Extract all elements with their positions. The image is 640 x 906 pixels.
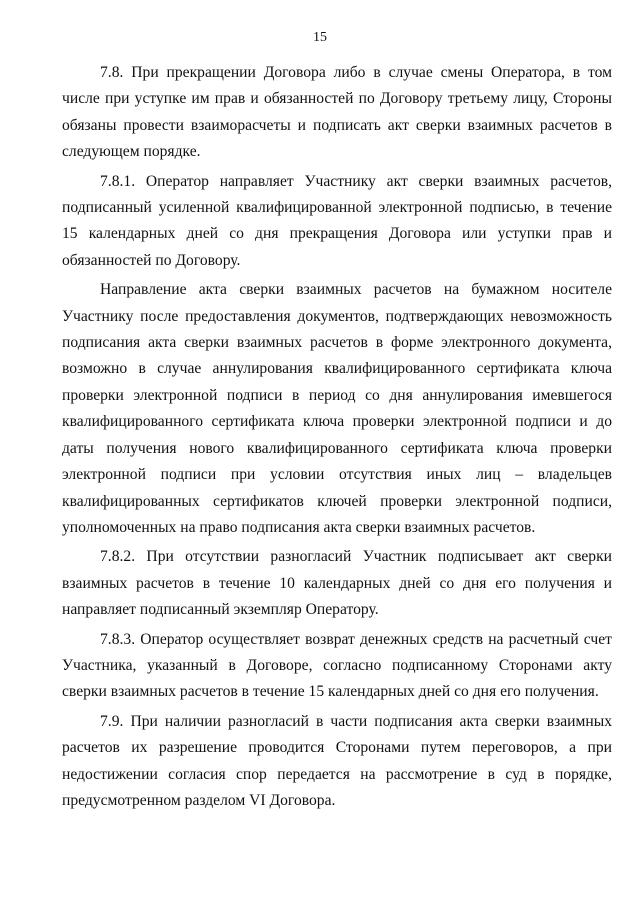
paragraph-7-8-1: 7.8.1. Оператор направляет Участнику акт сверки взаимных расчетов, подписанный усиленной квалифицированной электронной подписью, в течение 15 календарных дней со дня прекращения Договора или уступки прав и обязанностей по Договору. xyxy=(62,172,612,269)
document-body xyxy=(62,60,612,817)
paragraph-7-8-3: 7.8.3. Оператор осуществляет возврат денежных средств на расчетный счет Участника, указанный в Договоре, согласно подписанному Сторонами акту сверки взаимных расчетов в течение 15 календарных дней со дня его получения. xyxy=(62,630,612,701)
paragraph-paper-act: Направление акта сверки взаимных расчетов на бумажном носителе Участнику после предоставления документов, подтверждающих невозможность подписания акта сверки взаимных расчетов в форме электронного документа, возможно в случае аннулирования квалифицированного сертификата ключа проверки электронной подписи в период со дня аннулирования имевшегося квалифицированного сертификата ключа проверки электронной подписи и до даты получения нового квалифицированного сертификата ключа проверки электронной подписи при условии отсутствия иных лиц – владельцев квалифицированных сертификатов ключей проверки электронной подписи, уполномоченных на право подписания акта сверки взаимных расчетов. xyxy=(62,281,612,536)
paragraph-7-8-2: 7.8.2. При отсутствии разногласий Участник подписывает акт сверки взаимных расчетов в течение 10 календарных дней со дня его получения и направляет подписанный экземпляр Оператору. xyxy=(62,548,612,619)
paragraph-7-9: 7.9. При наличии разногласий в части подписания акта сверки взаимных расчетов их разрешение проводится Сторонами путем переговоров, а при недостижении согласия спор передается на рассмотрение в суд в порядке, предусмотренном разделом VI Договора. xyxy=(62,712,612,809)
page-number: 15 xyxy=(313,30,327,45)
paragraph-7-8: 7.8. При прекращении Договора либо в случае смены Оператора, в том числе при уступке им прав и обязанностей по Договору третьему лицу, Стороны обязаны провести взаиморасчеты и подписать акт сверки взаимных расчетов в следующем порядке. xyxy=(62,64,612,161)
